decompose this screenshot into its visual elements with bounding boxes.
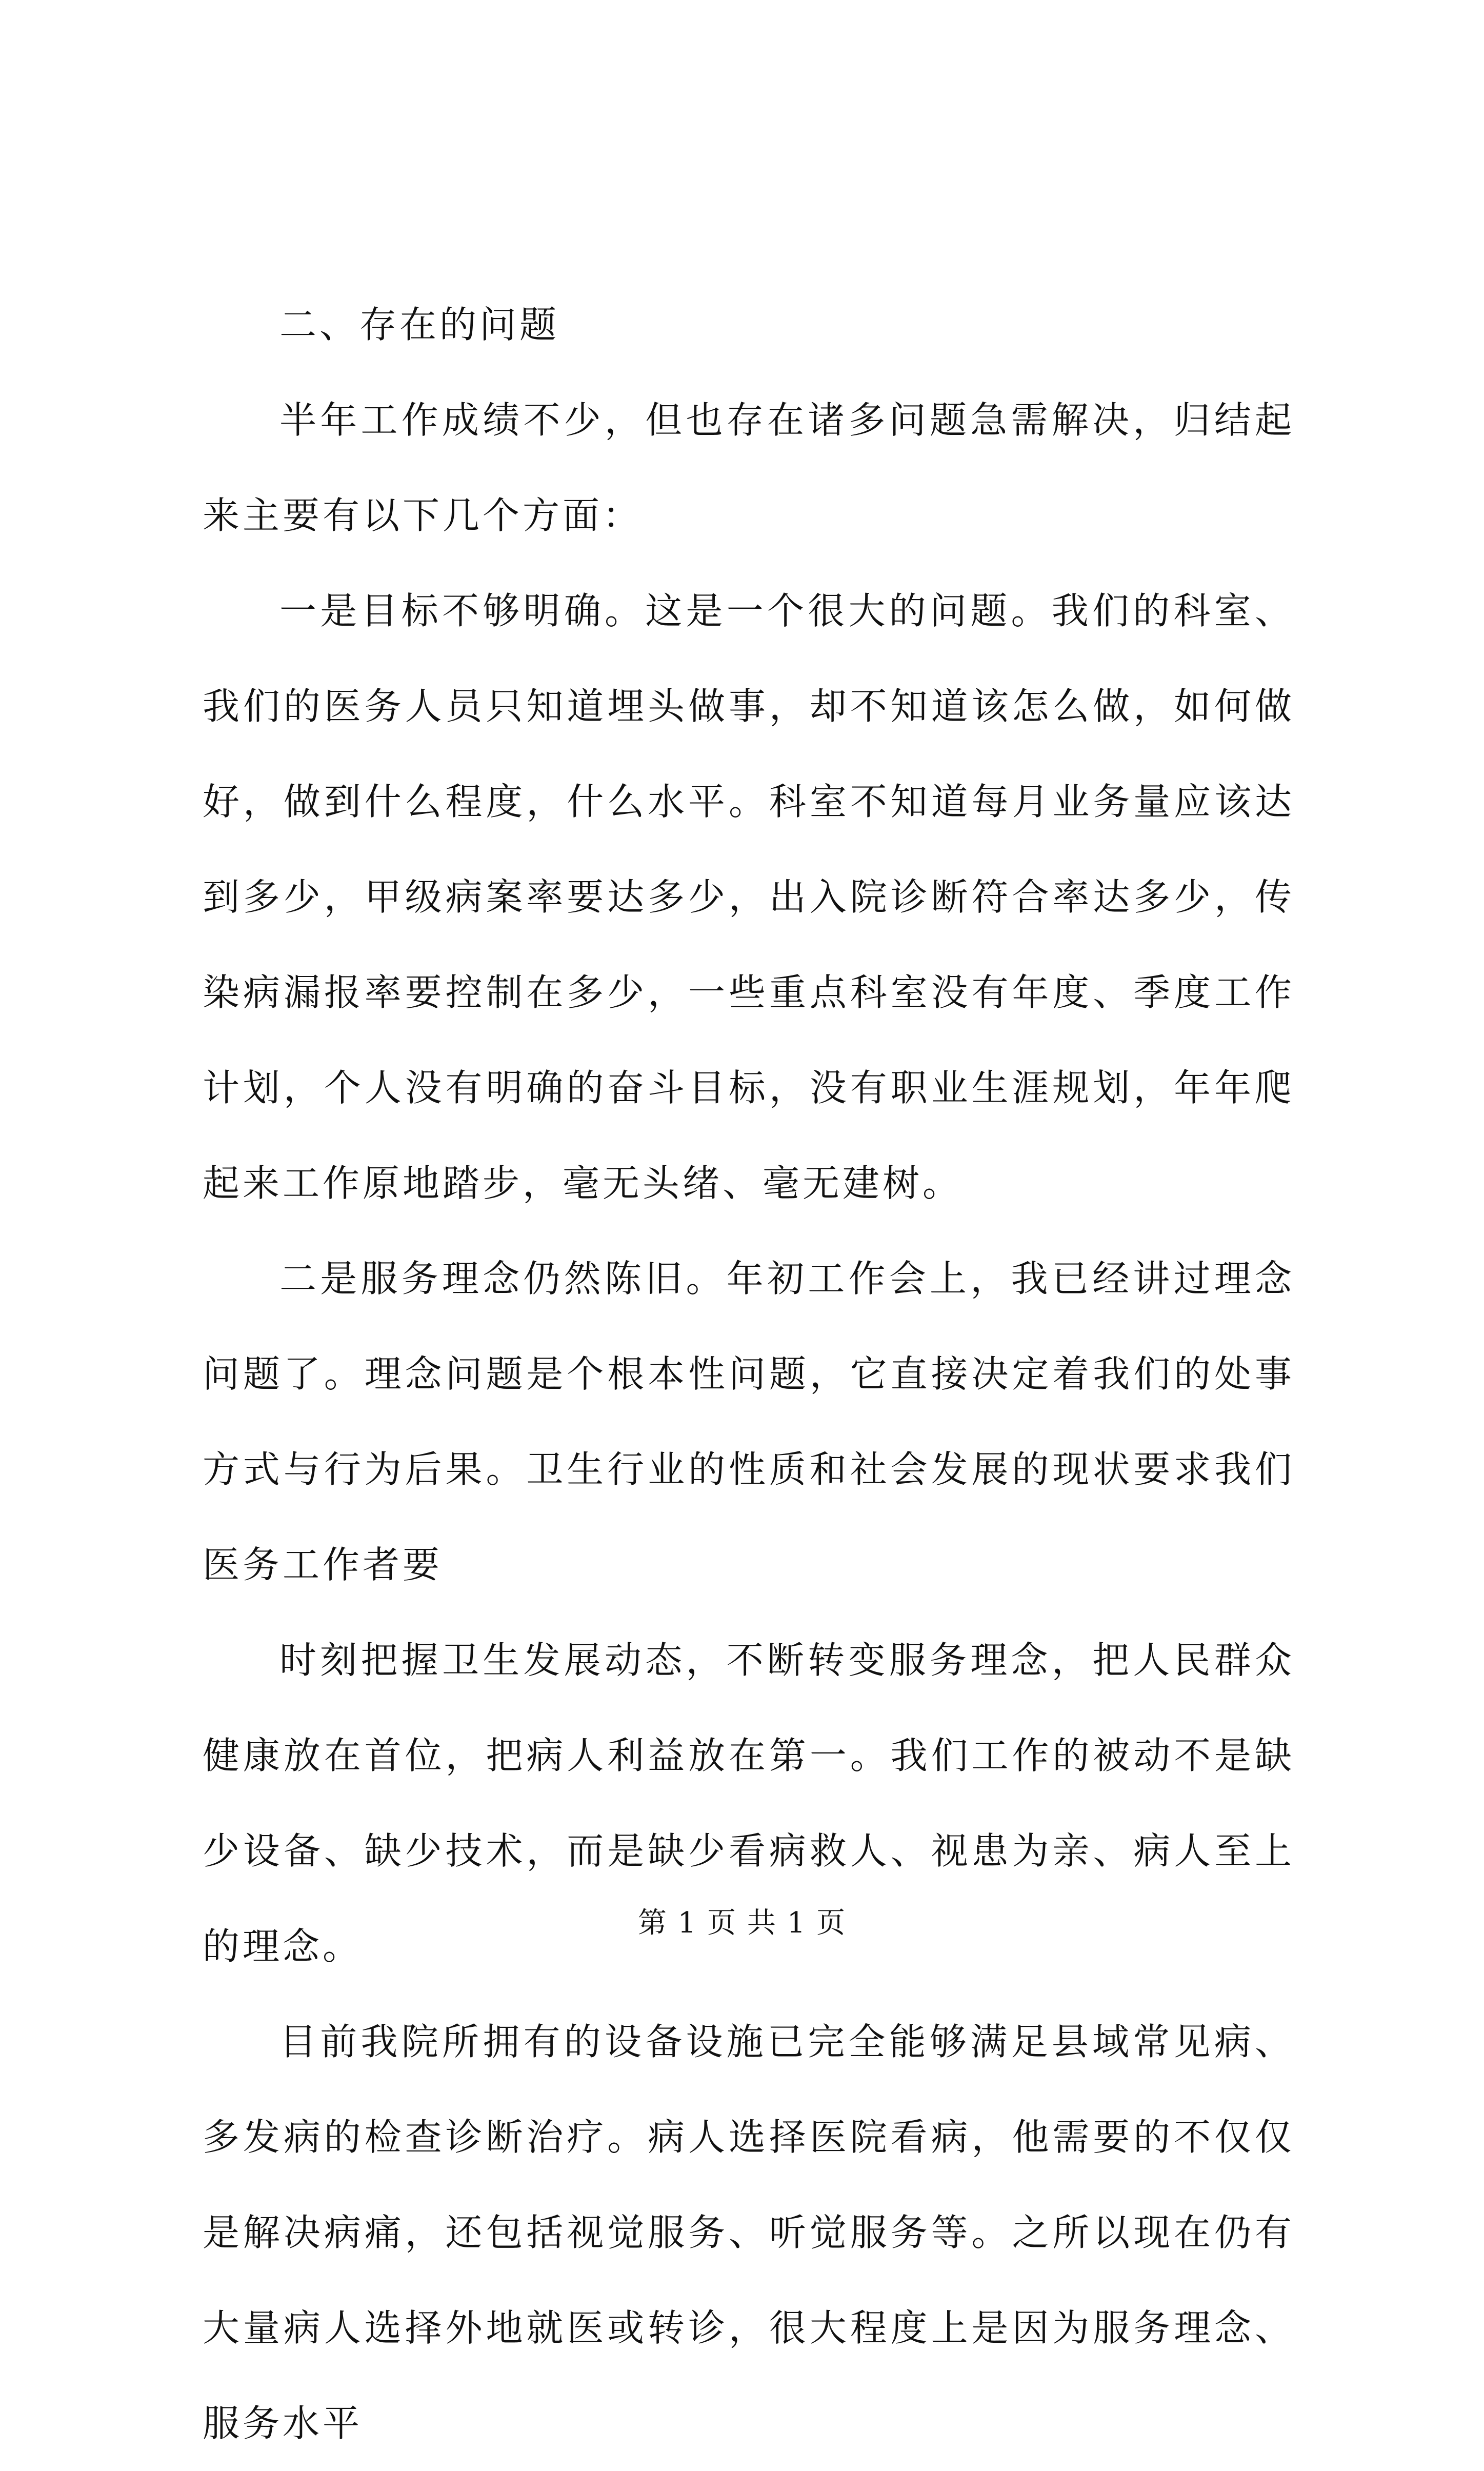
page-footer: 第 1 页 共 1 页 (637, 1906, 847, 1940)
paragraph-goals: 一是目标不够明确。这是一个很大的问题。我们的科室、我们的医务人员只知道埋头做事，却不知道该怎么做，如何做好，做到什么程度，什么水平。科室不知道每月业务量应该达到多少，甲级病案率要达多少，出入院诊断符合率达多少，传染病漏报率要控制在多少，一些重点科室没有年度、季度工作计划，个人没有明确的奋斗目标，没有职业生涯规划，年年爬起来工作原地踏步，毫无头绪、毫无建树。 (203, 589, 1295, 1205)
section-heading: 二、存在的问题 (279, 303, 560, 346)
paragraph-service-concept: 二是服务理念仍然陈旧。年初工作会上，我已经讲过理念问题了。理念问题是个根本性问题，它直接决定着我们的处事方式与行为后果。卫生行业的性质和社会发展的现状要求我们医务工作者要 (203, 1257, 1295, 1586)
paragraph-equipment: 目前我院所拥有的设备设施已完全能够满足县域常见病、多发病的检查诊断治疗。病人选择医院看病，他需要的不仅仅是解决病痛，还包括视觉服务、听觉服务等。之所以现在仍有大量病人选择外地就医或转诊，很大程度上是因为服务理念、服务水平 (203, 2020, 1295, 2445)
paragraph-health-priority: 时刻把握卫生发展动态，不断转变服务理念，把人民群众健康放在首位，把病人利益放在第一。我们工作的被动不是缺少设备、缺少技术，而是缺少看病救人、视患为亲、病人至上的理念。 (203, 1639, 1295, 1968)
paragraph-intro: 半年工作成绩不少，但也存在诸多问题急需解决，归结起来主要有以下几个方面： (203, 398, 1295, 537)
document-body (203, 277, 1295, 2471)
